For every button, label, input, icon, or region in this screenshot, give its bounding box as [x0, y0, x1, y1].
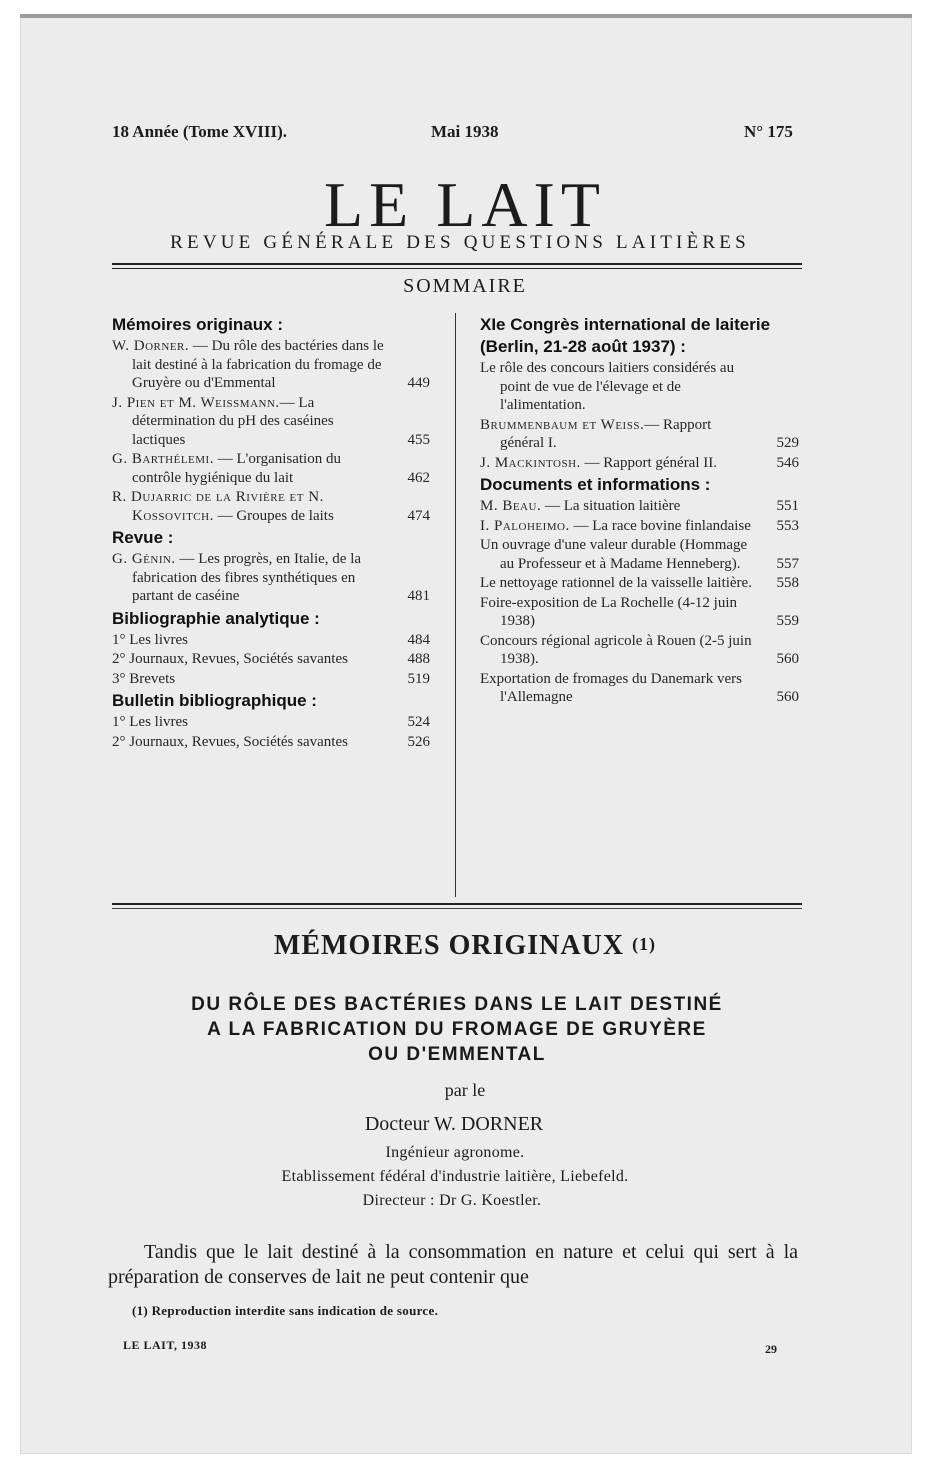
entry-author: G. Barthélemi.: [112, 451, 214, 467]
entry-author: W. Dorner.: [112, 338, 190, 354]
entry-page-number: 455: [407, 431, 430, 448]
sommaire-section-heading: XIe Congrès international de laiterie (Berlin, 21-28 août 1937) :: [480, 315, 771, 356]
entry-author: I. Paloheimo.: [480, 517, 570, 534]
affiliation-line-1: Ingénieur agronome.: [385, 1144, 525, 1161]
sommaire-section-heading: Mémoires originaux :: [112, 315, 283, 334]
column-divider: [455, 313, 456, 897]
article-title-line: OU D'EMMENTAL: [368, 1044, 546, 1065]
sommaire-entry[interactable]: [112, 733, 434, 752]
affiliation-line-2: Etablissement fédéral d'industrie laitière, Liebefeld.: [281, 1168, 629, 1185]
journal-title: LE LAIT: [324, 169, 606, 240]
sommaire-entry[interactable]: [480, 416, 803, 453]
affiliation-line-3: Directeur : Dr G. Koestler.: [362, 1192, 542, 1209]
issue-number: N° 175: [744, 122, 793, 141]
sommaire-entry[interactable]: [480, 536, 803, 573]
body-paragraph: Tandis que le lait destiné à la consommation en nature et celui qui sert à la préparation de conserves de lait ne peut contenir que: [108, 1241, 798, 1288]
entry-title: Concours régional agricole à Rouen (2-5 juin 1938).: [480, 632, 752, 667]
entry-author: R. Dujarric de la Rivière et N. Kossovitch.: [112, 489, 324, 524]
sommaire-entry[interactable]: [480, 594, 803, 631]
entry-title: — Du rôle des bactéries dans le lait destiné à la fabrication du fromage de Gruyère ou d'Emmental: [132, 338, 384, 391]
footer-journal: LE LAIT, 1938: [123, 1338, 207, 1352]
footnote: (1) Reproduction interdite sans indication de source.: [132, 1303, 439, 1318]
article-title-line: DU RÔLE DES BACTÉRIES DANS LE LAIT DESTINÉ: [191, 994, 723, 1015]
sommaire-entry[interactable]: [112, 631, 434, 650]
entry-author: G. Génin.: [112, 551, 176, 567]
entry-page-number: 449: [407, 375, 430, 391]
entry-page-number: 488: [407, 651, 430, 667]
entry-title: 2° Journaux, Revues, Sociétés savantes: [112, 733, 348, 750]
entry-title: — Rapport général I.: [500, 416, 712, 451]
entry-title: — Les progrès, en Italie, de la fabrication des fibres synthétiques en partant de caséine: [132, 551, 362, 604]
entry-page-number: 558: [776, 575, 799, 591]
entry-page-number: 481: [407, 588, 430, 604]
section-title: [0, 930, 930, 962]
entry-page-number: 546: [776, 454, 799, 471]
journal-subtitle: REVUE GÉNÉRALE DES QUESTIONS LAITIÈRES: [170, 232, 750, 253]
entry-title: Le nettoyage rationnel de la vaisselle laitière.: [480, 575, 752, 591]
sommaire-section-heading: Bulletin bibliographique :: [112, 691, 317, 710]
sommaire-entry[interactable]: [480, 574, 803, 593]
entry-page-number: 474: [407, 507, 430, 524]
sommaire-heading: SOMMAIRE: [403, 275, 527, 297]
entry-page-number: 553: [776, 517, 799, 534]
sommaire-section-heading: Bibliographie analytique :: [112, 608, 320, 628]
entry-title: 3° Brevets: [112, 670, 176, 687]
entry-author: Brummenbaum et Weiss.: [480, 416, 645, 433]
entry-title: Exportation de fromages du Danemark vers l'Allemagne: [480, 670, 742, 705]
author-name: Docteur W. DORNER: [364, 1113, 544, 1135]
sommaire-entry[interactable]: [112, 450, 434, 487]
sommaire-entry[interactable]: [480, 517, 803, 536]
entry-title: — La race bovine finlandaise: [569, 517, 751, 534]
sommaire-entry[interactable]: [480, 632, 803, 669]
article-title-line: A LA FABRICATION DU FROMAGE DE GRUYÈRE: [207, 1019, 707, 1040]
sommaire-entry[interactable]: [112, 713, 434, 732]
volume-label: 18 Année (Tome XVIII).: [112, 122, 288, 141]
section-title-text: MÉMOIRES ORIGINAUX: [273, 930, 625, 961]
entry-title: — La situation laitière: [541, 498, 681, 514]
entry-page-number: 560: [776, 651, 799, 667]
sommaire-entry[interactable]: [112, 650, 434, 669]
sommaire-bottom-rule-thin: [112, 908, 802, 909]
entry-page-number: 559: [776, 613, 799, 629]
sommaire-entry[interactable]: [112, 337, 434, 393]
entry-author: J. Pien et M. Weissmann.: [112, 394, 280, 411]
footer-page-number: 29: [765, 1342, 777, 1356]
sommaire-entry[interactable]: [480, 359, 803, 415]
entry-page-number: 529: [776, 435, 799, 451]
entry-title: 1° Les livres: [112, 714, 188, 730]
masthead-rule-thin: [112, 268, 802, 269]
sommaire-entry[interactable]: [480, 670, 803, 707]
issue-date: Mai 1938: [431, 122, 499, 141]
entry-page-number: 519: [407, 670, 430, 687]
entry-page-number: 484: [407, 631, 430, 648]
entry-title: Foire-exposition de La Rochelle (4-12 juin 1938): [480, 594, 738, 629]
entry-title: Un ouvrage d'une valeur durable (Hommage au Professeur et à Madame Henneberg).: [480, 537, 748, 572]
sommaire-left-column: [112, 312, 434, 752]
entry-page-number: 524: [407, 714, 430, 730]
entry-title: 2° Journaux, Revues, Sociétés savantes: [112, 651, 348, 667]
entry-title: — La détermination du pH des caséines lactiques: [132, 394, 334, 448]
entry-page-number: 551: [776, 498, 799, 514]
by-line: par le: [444, 1080, 486, 1100]
sommaire-bottom-rule: [112, 903, 802, 905]
entry-title: — Groupes de laits: [213, 507, 334, 524]
sommaire-entry[interactable]: [112, 550, 434, 606]
sommaire-section-heading: Revue :: [112, 528, 174, 547]
entry-page-number: 560: [776, 689, 799, 705]
sommaire-section-heading: Documents et informations :: [480, 475, 711, 494]
section-title-note: (1): [632, 934, 657, 954]
sommaire-entry[interactable]: [480, 497, 803, 516]
sommaire-entry[interactable]: [112, 394, 434, 450]
entry-page-number: 557: [776, 555, 799, 572]
entry-author: J. Mackintosh.: [480, 454, 581, 471]
sommaire-right-column: [480, 312, 803, 708]
entry-title: Le rôle des concours laitiers considérés au point de vue de l'élevage et de l'alimentation.: [480, 360, 735, 413]
masthead-rule: [112, 263, 802, 265]
entry-title: — L'organisation du contrôle hygiénique du lait: [132, 451, 341, 486]
sommaire-entry[interactable]: [112, 488, 434, 525]
sommaire-entry[interactable]: [112, 670, 434, 689]
entry-page-number: 526: [407, 733, 430, 750]
entry-title: — Rapport général II.: [580, 454, 717, 471]
entry-page-number: 462: [407, 469, 430, 486]
article-title: [112, 992, 802, 1067]
entry-title: 1° Les livres: [112, 631, 188, 648]
sommaire-entry[interactable]: [480, 454, 803, 473]
entry-author: M. Beau.: [480, 498, 542, 514]
